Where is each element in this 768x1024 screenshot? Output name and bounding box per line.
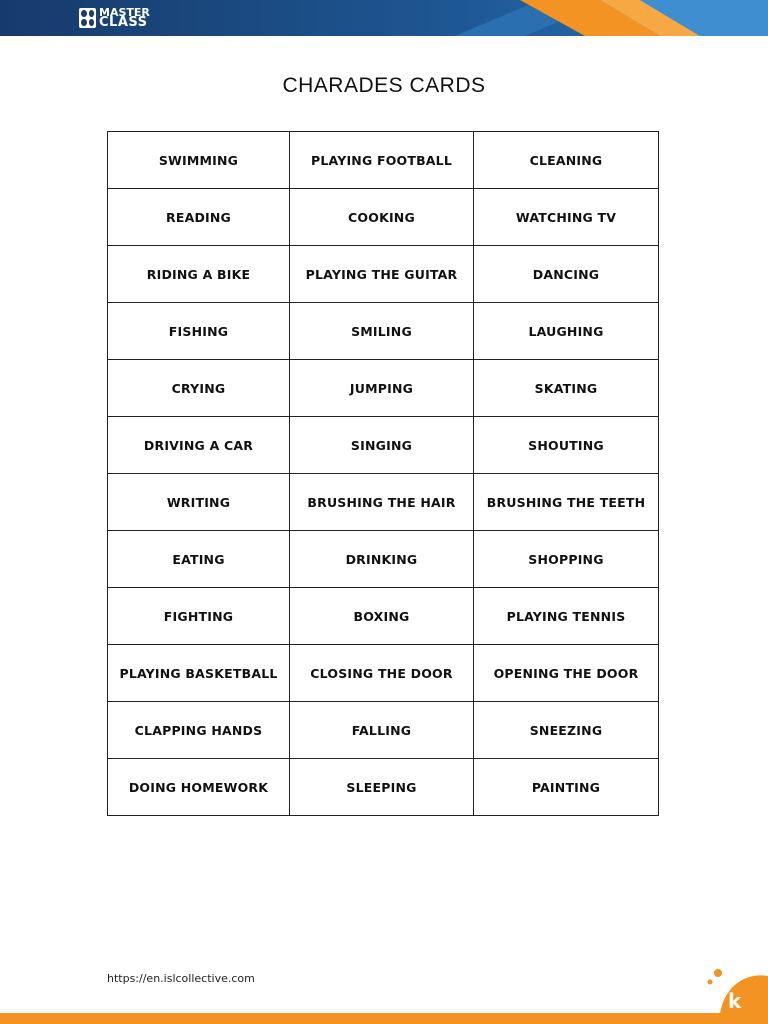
charade-card: CLOSING THE DOOR [290, 645, 474, 702]
charade-card: CLEANING [474, 132, 659, 189]
charade-card: LAUGHING [474, 303, 659, 360]
header-banner [0, 0, 768, 36]
card-row [108, 702, 659, 759]
card-row [108, 360, 659, 417]
svg-text:k: k [728, 989, 742, 1013]
card-row [108, 303, 659, 360]
islcollective-logo-icon [706, 964, 768, 1014]
charade-card: FALLING [290, 702, 474, 759]
card-row [108, 246, 659, 303]
charade-card: FIGHTING [108, 588, 290, 645]
masterclass-logo-icon [79, 8, 96, 28]
card-row [108, 189, 659, 246]
charade-card: SLEEPING [290, 759, 474, 816]
charade-card: BRUSHING THE TEETH [474, 474, 659, 531]
logo-text-line1: MASTER [99, 6, 150, 19]
logo-text-line2: CLASS [99, 15, 148, 30]
charade-card: WRITING [108, 474, 290, 531]
charade-card: READING [108, 189, 290, 246]
charade-card: CRYING [108, 360, 290, 417]
charade-card: PLAYING TENNIS [474, 588, 659, 645]
charade-card: DRIVING A CAR [108, 417, 290, 474]
charade-card: FISHING [108, 303, 290, 360]
charade-card: SNEEZING [474, 702, 659, 759]
card-row [108, 759, 659, 816]
charade-card: BOXING [290, 588, 474, 645]
masterclass-logo [79, 4, 150, 32]
charade-card: PLAYING BASKETBALL [108, 645, 290, 702]
charade-card: PAINTING [474, 759, 659, 816]
charade-card: SWIMMING [108, 132, 290, 189]
charade-card: DANCING [474, 246, 659, 303]
charades-table [107, 131, 659, 816]
charade-card: DOING HOMEWORK [108, 759, 290, 816]
charade-card: RIDING A BIKE [108, 246, 290, 303]
charade-card: EATING [108, 531, 290, 588]
card-row [108, 417, 659, 474]
charade-card: SHOPPING [474, 531, 659, 588]
card-row [108, 531, 659, 588]
card-row [108, 474, 659, 531]
charade-card: JUMPING [290, 360, 474, 417]
card-row [108, 645, 659, 702]
charade-card: CLAPPING HANDS [108, 702, 290, 759]
charade-card: SINGING [290, 417, 474, 474]
charade-card: PLAYING FOOTBALL [290, 132, 474, 189]
page-title: CHARADES CARDS [282, 74, 486, 97]
charade-card: PLAYING THE GUITAR [290, 246, 474, 303]
charade-card: COOKING [290, 189, 474, 246]
footer-url: https://en.islcollective.com [107, 972, 255, 985]
charade-card: BRUSHING THE HAIR [290, 474, 474, 531]
card-row [108, 588, 659, 645]
charade-card: DRINKING [290, 531, 474, 588]
charade-card: OPENING THE DOOR [474, 645, 659, 702]
charade-card: SKATING [474, 360, 659, 417]
charade-card: SMILING [290, 303, 474, 360]
card-row [108, 132, 659, 189]
charade-card: WATCHING TV [474, 189, 659, 246]
footer-bar [0, 1013, 768, 1024]
charade-card: SHOUTING [474, 417, 659, 474]
